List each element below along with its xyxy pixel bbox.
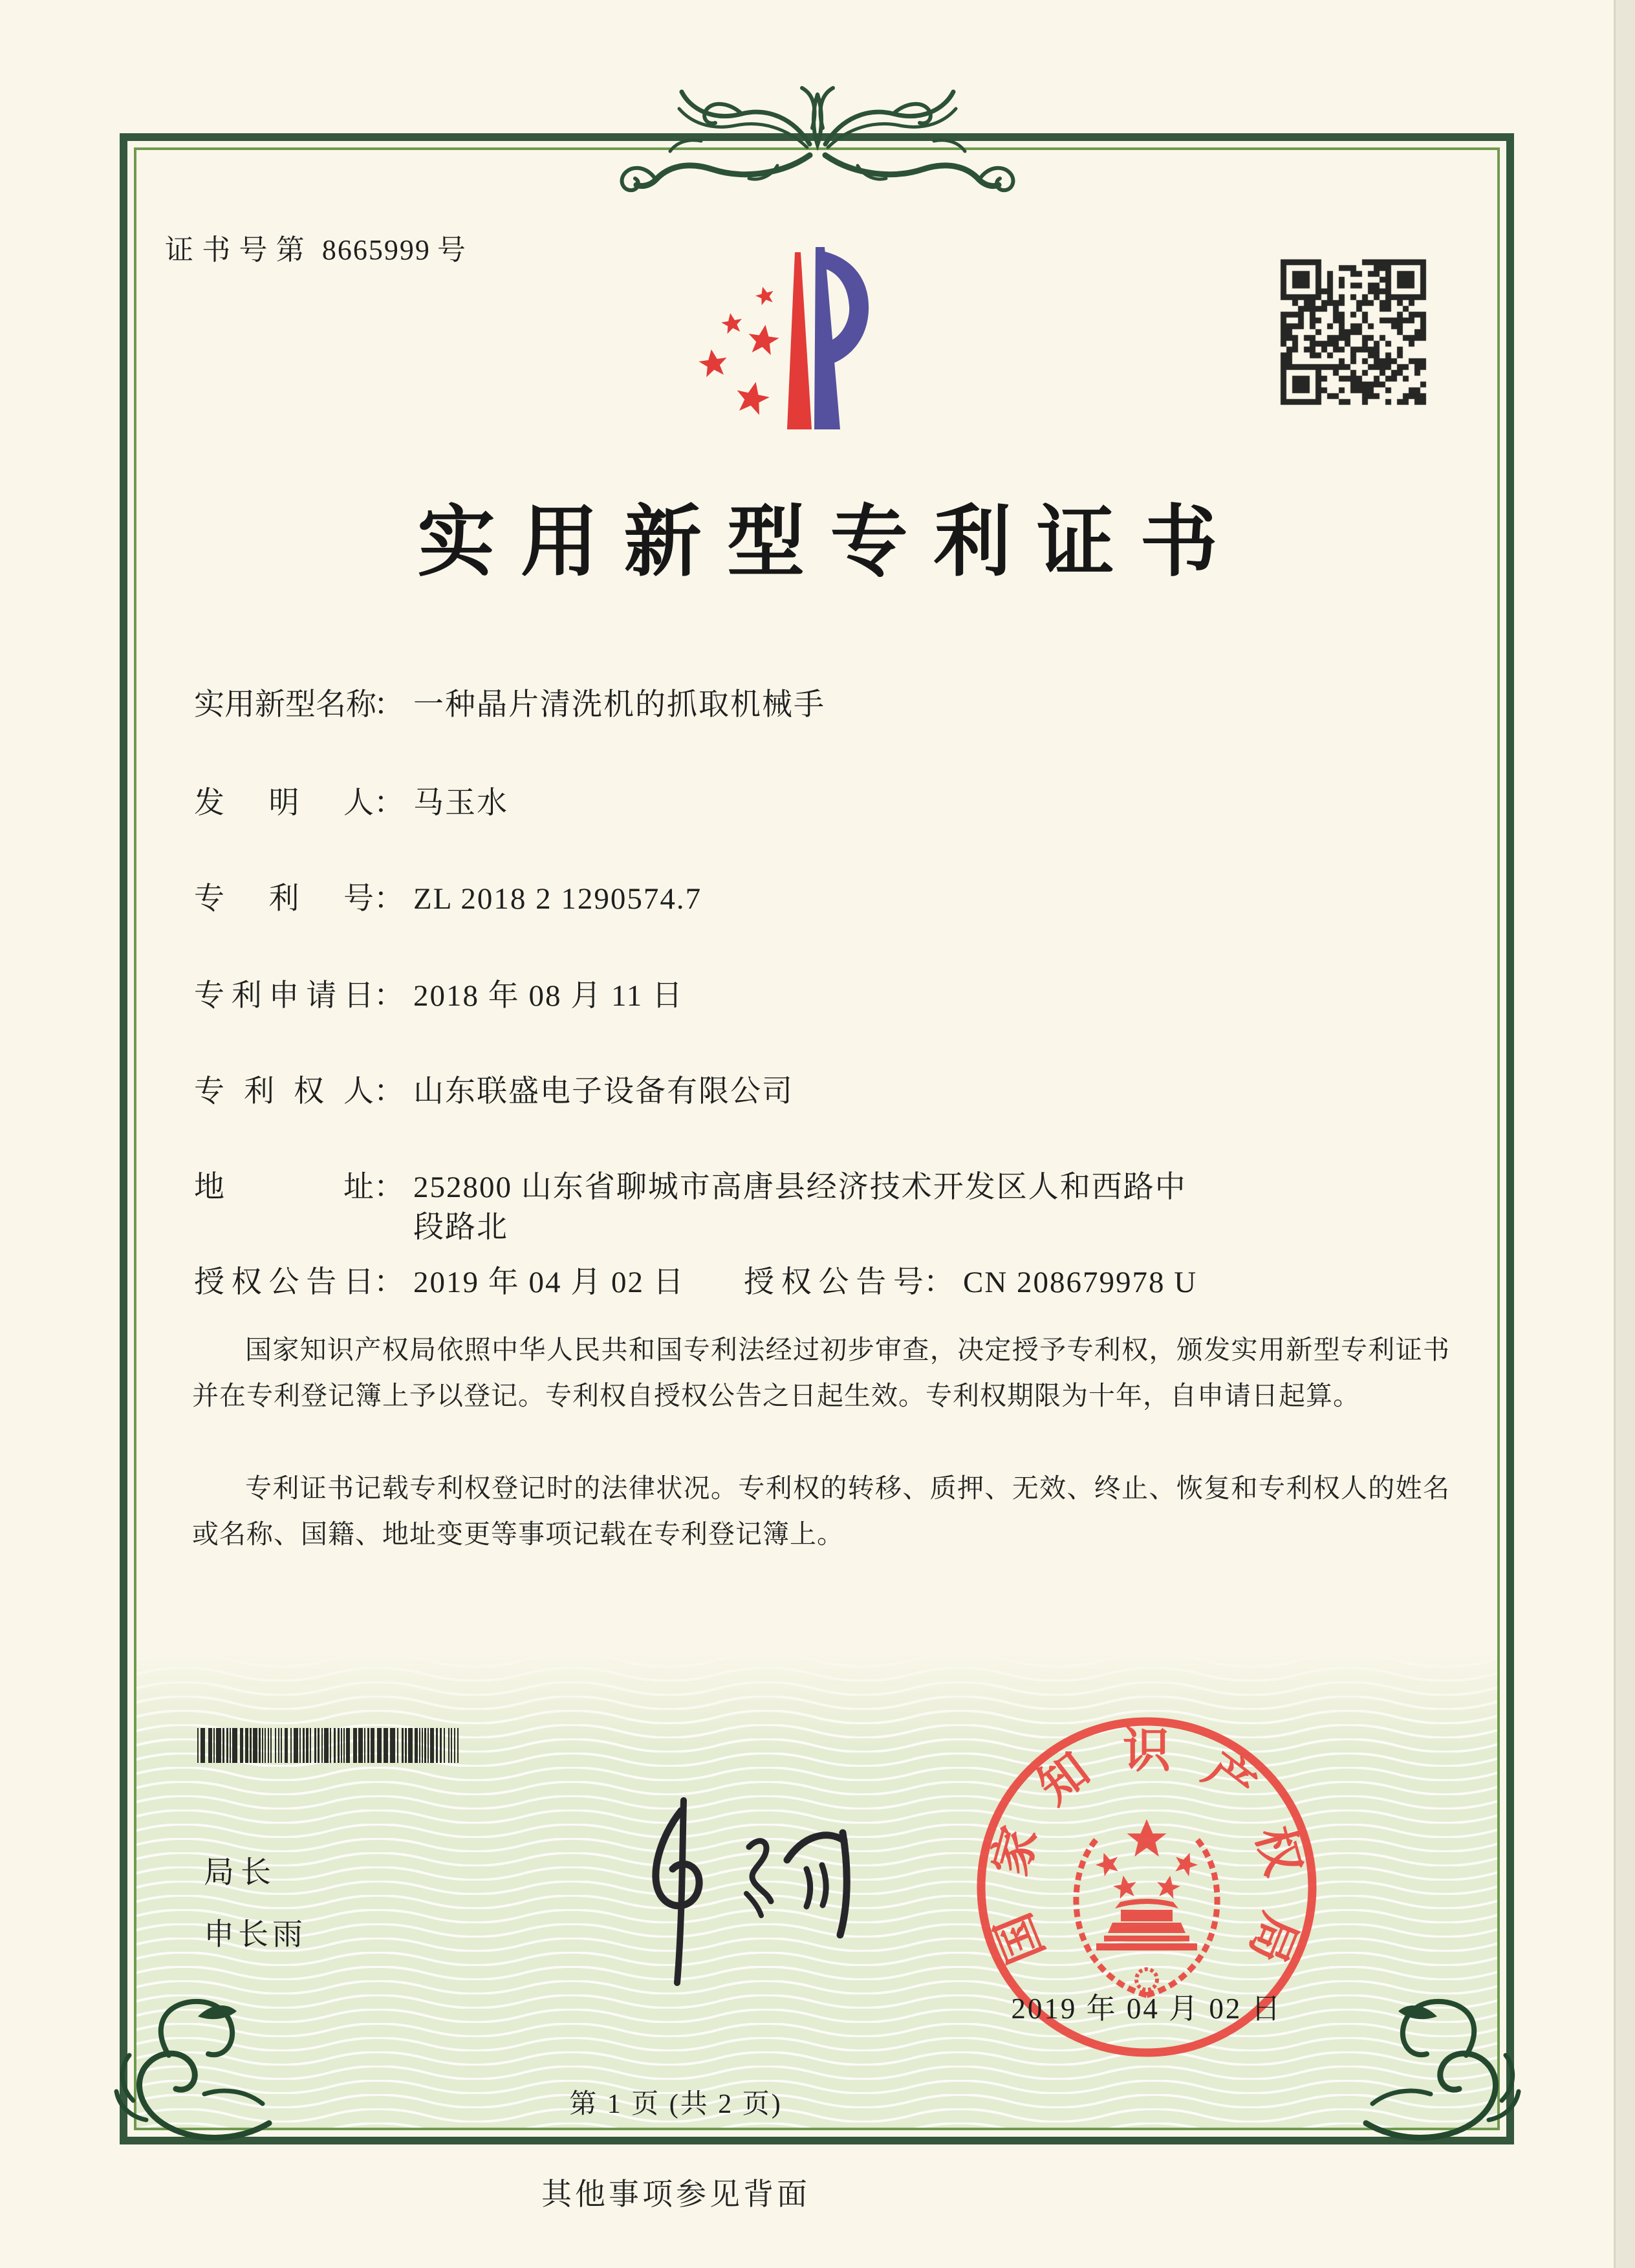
svg-text:局: 局: [1239, 1906, 1306, 1971]
field-label: 专利申请日: [194, 979, 374, 1013]
address-line-2: 段路北: [413, 1211, 508, 1244]
field-colon: ：: [924, 1266, 954, 1299]
national-emblem-icon: [1093, 1819, 1201, 1950]
field-row-patentee: [194, 1072, 794, 1111]
back-side-note: 其他事项参见背面: [541, 2178, 810, 2212]
legal-paragraph-2: 专利证书记载专利权登记时的法律状况。专利权的转移、质押、无效、终止、恢复和专利权人的姓名或名称、国籍、地址变更等事项记载在专利登记簿上。: [192, 1473, 1450, 1549]
official-seal: [975, 1716, 1318, 2058]
barcode: [197, 1728, 464, 1763]
certificate-number-prefix: 证书号第: [165, 234, 313, 266]
field-row-utility-model-name: [194, 686, 825, 724]
svg-text:产: 产: [1194, 1743, 1264, 1815]
floral-corner-ornament-icon: [107, 1991, 282, 2146]
legal-paragraph-1: 国家知识产权局依照中华人民共和国专利法经过初步审查，决定授予专利权，颁发实用新型专利证书并在专利登记簿上予以登记。专利权自授权公告之日起生效。专利权期限为十年，自申请日起算。: [192, 1335, 1450, 1410]
address-line-1: 252800 山东省聊城市高唐县经济技术开发区人和西路中: [413, 1171, 1187, 1204]
certificate-number: [165, 226, 466, 268]
signer-title: 局长: [204, 1856, 277, 1890]
svg-text:家: 家: [984, 1820, 1048, 1882]
field-label: 专利号: [194, 882, 374, 916]
field-row-address: [194, 1168, 1187, 1248]
field-colon: ：: [374, 1171, 404, 1204]
certificate-number-suffix: 号: [437, 234, 466, 266]
field-value: 一种晶片清洗机的抓取机械手: [413, 688, 825, 722]
field-label: 授权公告号: [744, 1266, 924, 1299]
field-value: ZL 2018 2 1290574.7: [413, 882, 702, 916]
svg-text:权: 权: [1246, 1820, 1310, 1882]
field-label: 授权公告日: [194, 1266, 374, 1299]
field-colon: ：: [374, 688, 404, 722]
field-row-inventor: [194, 784, 508, 823]
page-number: 第 1 页 (共 2 页): [569, 2090, 783, 2119]
field-label: 实用新型名称: [194, 688, 376, 722]
field-value: CN 208679978 U: [963, 1266, 1198, 1299]
seal-date: 2019 年 04 月 02 日: [1011, 1993, 1283, 2025]
field-row-grant-number: [744, 1263, 1198, 1302]
field-value: [413, 1168, 1187, 1248]
field-label: 专利权人: [194, 1075, 374, 1108]
field-colon: ：: [374, 786, 404, 820]
field-colon: ：: [374, 979, 404, 1013]
field-label: 发明人: [194, 786, 374, 820]
signer-name: 申长雨: [204, 1918, 307, 1952]
dragon-scroll-ornament-icon: [391, 83, 1244, 196]
field-value: 山东联盛电子设备有限公司: [413, 1075, 794, 1108]
floral-corner-ornament-icon: [1353, 1991, 1528, 2146]
certificate-number-value: 8665999: [321, 234, 431, 266]
field-row-grant: [194, 1263, 1198, 1302]
field-value: 2018 年 08 月 11 日: [413, 979, 684, 1013]
field-colon: ：: [374, 1266, 404, 1299]
field-colon: ：: [374, 1075, 404, 1108]
signature-image: [585, 1797, 863, 1997]
svg-text:国: 国: [987, 1906, 1055, 1971]
svg-text:识: 识: [1123, 1725, 1171, 1778]
field-colon: ：: [374, 882, 404, 916]
field-value: 马玉水: [413, 786, 508, 820]
svg-text:知: 知: [1029, 1743, 1099, 1815]
field-row-patent-number: [194, 880, 702, 918]
field-value: 2019 年 04 月 02 日: [413, 1266, 685, 1299]
qr-code: [1276, 255, 1431, 410]
scan-edge: [1614, 0, 1635, 2268]
document-title: 实用新型专利证书: [417, 499, 1244, 585]
field-row-filing-date: [194, 977, 684, 1015]
field-label: 地址: [194, 1171, 374, 1204]
cnipa-logo-icon: [695, 244, 870, 432]
